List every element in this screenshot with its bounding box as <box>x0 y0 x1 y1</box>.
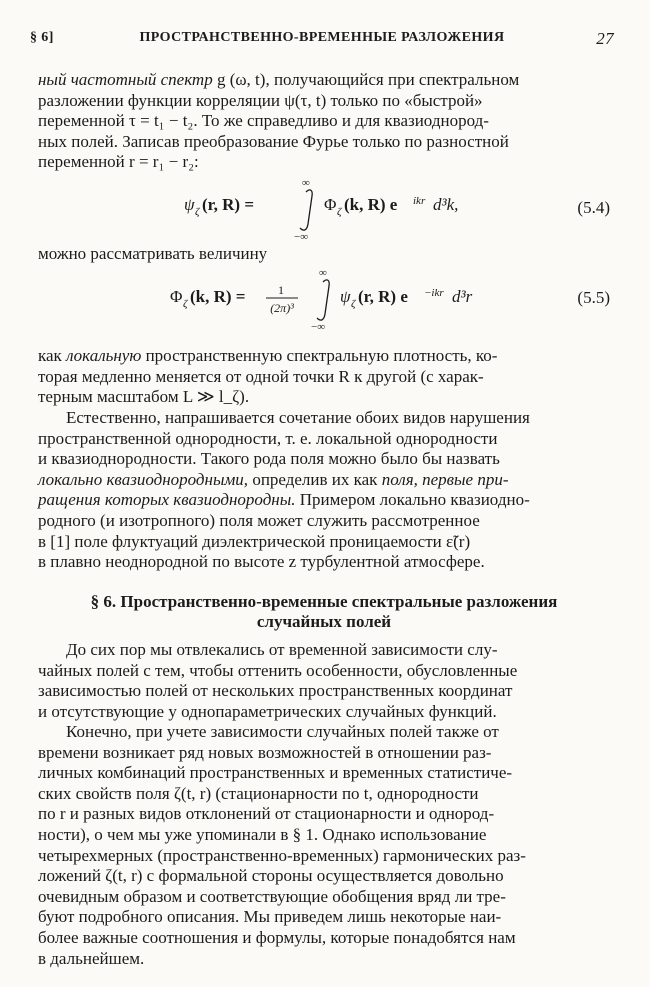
eq1-exp: ikr <box>413 195 426 207</box>
para4-line4: и отсутствующие у однопараметрических случайных функций. <box>38 701 497 721</box>
section-heading <box>38 592 610 632</box>
equation-5-4 <box>38 176 610 246</box>
para3-line5-rest: Примером локально квазиодно- <box>299 490 530 510</box>
para1-lead: ный частотный спектр <box>38 70 213 89</box>
para3-line2: пространственной однородности, т. е. локальной однородности <box>38 428 498 448</box>
eq2-int-upper: ∞ <box>319 267 327 279</box>
para1-line2: разложении функции корреляции ψ(τ, t) только по «быстрой» <box>38 90 483 110</box>
eq2-frac-den: (2π)³ <box>270 301 294 315</box>
paragraph-2 <box>38 346 610 408</box>
para5-line4: ских свойств поля ζ(t, r) (стационарности по t, однородности <box>38 783 479 803</box>
paragraph-5 <box>38 722 610 969</box>
eq1-int-lower: −∞ <box>294 231 309 243</box>
para2-w1: как <box>38 346 62 365</box>
eq1-lhs-sub: ζ <box>195 206 200 218</box>
para1-line3: переменной τ = t₁ − t₂. То же справедливо и для квазиоднород- <box>38 111 489 131</box>
eq2-tail: d³r <box>452 287 473 306</box>
eq1-tail: d³k, <box>433 195 459 214</box>
between-line: можно рассматривать величину <box>38 244 268 263</box>
eq2-integrand-args: (r, R) e <box>358 287 408 306</box>
para2-rest1: пространственную спектральную плотность, ко- <box>145 346 498 365</box>
eq2-number: (5.5) <box>577 288 610 307</box>
eq1-number: (5.4) <box>577 198 610 217</box>
para3-line4-end: поля, первые при- <box>381 469 509 489</box>
section-heading-line1: § 6. Пространственно-временные спектральные разложения <box>90 592 558 611</box>
eq2-integrand-sub: ζ <box>351 298 356 310</box>
para2-line3: терным масштабом L ≫ l_ζ). <box>38 387 250 407</box>
header-title: ПРОСТРАНСТВЕННО-ВРЕМЕННЫЕ РАЗЛОЖЕНИЯ <box>139 30 505 45</box>
para5-line3: личных комбинаций пространственных и временных статистиче- <box>38 763 513 783</box>
eq1-integral-sign <box>300 190 312 230</box>
para5-line8: ложений ζ(t, r) с формальной стороны осуществляется довольно <box>38 866 504 886</box>
eq2-integrand: ψ <box>340 287 351 306</box>
header-section: § 6] <box>30 30 54 45</box>
para2-line2: торая медленно меняется от одной точки R к другой (с харак- <box>38 366 484 386</box>
equation-5-4-body <box>38 176 538 246</box>
equation-5-5 <box>38 266 610 336</box>
eq2-frac-num: 1 <box>278 283 284 297</box>
para5-line12: в дальнейшем. <box>38 948 145 968</box>
para3-line5-italic: ращения которых квазиоднородны. <box>38 490 296 510</box>
paragraph-3 <box>38 408 610 573</box>
eq1-integrand-sub: ζ <box>337 206 342 218</box>
eq1-integrand-args: (k, R) e <box>344 195 398 214</box>
para5-line6: ности), о чем мы уже упоминали в § 1. Однако использование <box>38 824 487 844</box>
equation-5-5-body <box>38 266 538 336</box>
para4-line3: зависимостью полей от нескольких пространственных координат <box>38 681 513 701</box>
para1-line4: ных полей. Записав преобразование Фурье только по разностной <box>38 131 509 151</box>
para3-line4-mid: определив их как <box>252 469 378 489</box>
eq2-int-lower: −∞ <box>311 321 326 333</box>
eq2-integral-sign <box>317 280 329 320</box>
eq1-lhs: ψ <box>184 195 195 214</box>
para5-line10: буют подробного описания. Мы приведем лишь некоторые наи- <box>38 907 502 927</box>
text-between-equations <box>38 244 610 265</box>
para3-line6: родного (и изотропного) поля может служить рассмотренное <box>38 510 480 530</box>
para2-w2: локальную <box>66 346 142 365</box>
para5-line9: очевидным образом и соответствующие обобщения вряд ли тре- <box>38 886 506 906</box>
paragraph-1 <box>38 70 610 173</box>
eq2-lhs-args: (k, R) = <box>190 287 246 306</box>
para5-line1: Конечно, при учете зависимости случайных полей также от <box>66 722 499 741</box>
paragraph-4 <box>38 640 610 722</box>
para3-line8: в плавно неоднородной по высоте z турбулентной атмосфере. <box>38 552 485 572</box>
para5-line2: времени возникает ряд новых возможностей в отношении раз- <box>38 742 492 762</box>
para4-line1: До сих пор мы отвлекались от временной зависимости слу- <box>66 640 498 659</box>
eq1-int-upper: ∞ <box>302 177 310 189</box>
para3-line3: и квазиоднородности. Такого рода поля можно было бы назвать <box>38 449 500 469</box>
para5-line7: четырехмерных (пространственно-временных) гармонических раз- <box>38 845 526 865</box>
para5-line5: по r и разных видов отклонений от стационарности и однород- <box>38 804 495 824</box>
eq1-integrand: Φ <box>324 195 337 214</box>
para3-line7: в [1] поле флуктуаций диэлектрической проницаемости ε̃(r) <box>38 531 471 551</box>
para3-line4-italic: локально квазиоднородными, <box>38 469 249 489</box>
section-heading-line2: случайных полей <box>256 612 392 631</box>
running-header <box>30 30 614 52</box>
eq1-lhs-args: (r, R) = <box>202 195 255 214</box>
eq2-lhs: Φ <box>170 287 183 306</box>
eq2-lhs-sub: ζ <box>183 298 188 310</box>
para5-line11: более важные соотношения и формулы, которые понадобятся нам <box>38 927 516 947</box>
para1-line5: переменной r = r₁ − r₂: <box>38 152 199 172</box>
para4-line2: чайных полей с тем, чтобы оттенить особенности, обусловленные <box>38 660 518 680</box>
eq2-exp: −ikr <box>424 287 444 299</box>
page-number: 27 <box>596 29 614 48</box>
para1-line1: g (ω, t), получающийся при спектральном <box>216 70 520 89</box>
para3-line1: Естественно, напрашивается сочетание обоих видов нарушения <box>66 408 530 427</box>
